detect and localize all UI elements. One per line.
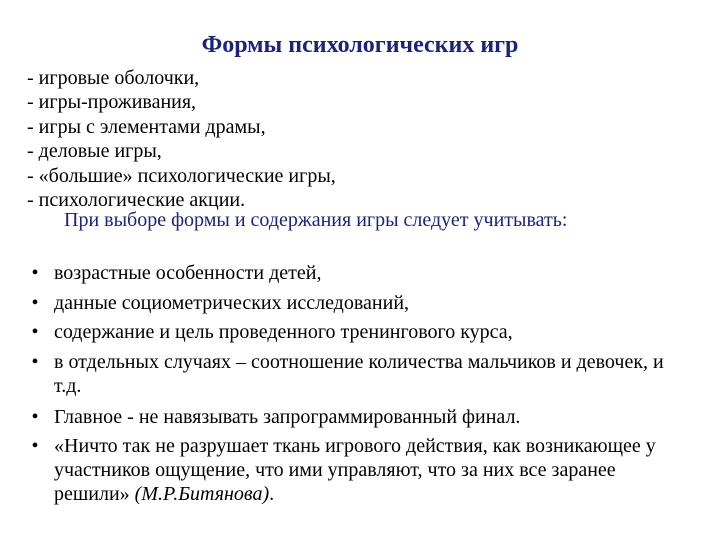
bullet-icon: • [31,262,39,284]
quote-end: . [269,483,275,506]
bullet-icon: • [31,435,39,457]
quote-item [28,434,688,507]
list-item [28,291,688,321]
list-item-text: содержание и цель проведенного тренингового курса, [54,321,513,343]
bullet-icon: • [31,350,39,373]
list-item: - «большие» психологические игры, [27,164,336,187]
list-item: - игровые оболочки, [27,67,200,89]
list-item: - психологические акции. [27,189,246,212]
list-item [28,261,688,291]
list-item [28,320,688,350]
list-item: - игры с элементами драмы, [27,115,266,138]
list-item [28,350,688,406]
list-item: - деловые игры, [27,140,162,163]
list-item-text: данные социометрических исследований, [54,291,410,314]
list-item [28,405,688,434]
quote-author: (М.Р.Битянова) [134,483,270,506]
quote-body: «Ничто так не разрушает ткань игрового действия, как возникающее у участников ощущение, что ими управляют, что за них все заранее решили» [54,435,656,506]
intro-text: При выборе формы и содержания игры следует учитывать: [64,209,568,231]
list-item-text: в отдельных случаях – соотношение количества мальчиков и девочек, и т.д. [54,350,664,397]
list-item-text: возрастные особенности детей, [54,262,322,284]
considerations-list [28,261,688,507]
game-forms-list [27,66,336,212]
list-item-text: Главное - не навязывать запрограммированный финал. [54,406,521,428]
list-item: - игры-проживания, [27,91,197,114]
bullet-icon: • [31,321,39,343]
bullet-icon: • [31,406,39,428]
bullet-icon: • [31,291,39,314]
quote-text [54,434,688,507]
slide-title: Формы психологических игр [201,32,519,58]
